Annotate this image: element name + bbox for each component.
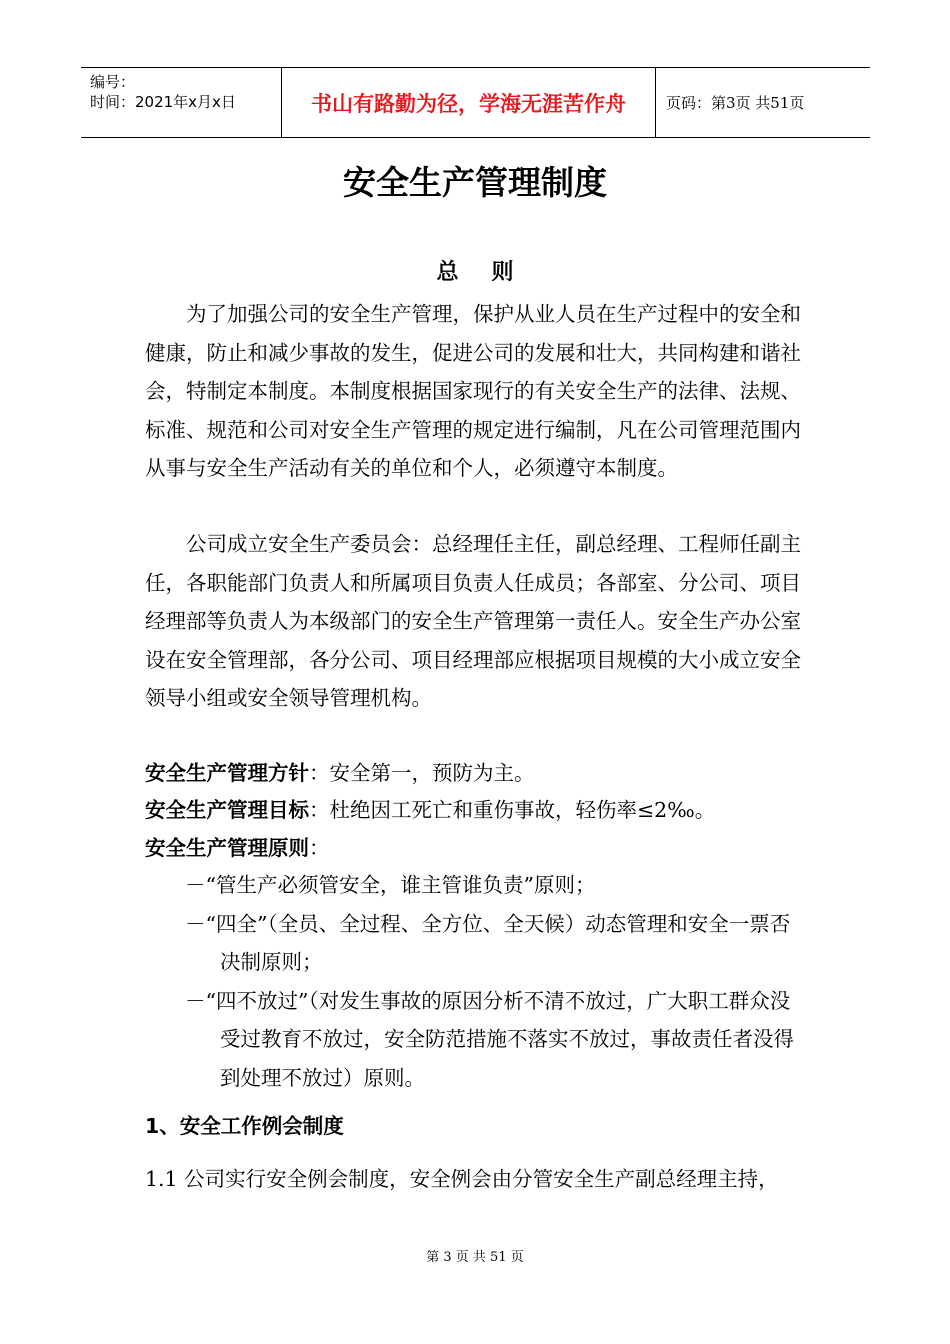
section-heading-1: 1、安全工作例会制度: [145, 1114, 344, 1138]
list-item: －“四不放过”（对发生事故的原因分析不清不放过，广大职工群众没受过教育不放过，安全防范措施不落实不放过，事故责任者没得到处理不放过）原则。: [185, 988, 794, 1090]
policy-label: 安全生产管理方针: [145, 761, 309, 785]
policy-value: ：安全第一，预防为主。: [309, 761, 535, 785]
document-title: 安全生产管理制度: [343, 163, 607, 202]
paragraph: 1.1 公司实行安全例会制度，安全例会由分管安全生产副总经理主持，: [145, 1167, 779, 1191]
motto: 书山有路勤为径，学海无涯苦作舟: [311, 91, 626, 116]
date-line: 时间：2021年x月x日: [90, 93, 236, 111]
policy-line: [145, 755, 535, 791]
page-footer: 第 3 页 共 51 页: [426, 1250, 524, 1265]
principle-label: 安全生产管理原则: [145, 836, 309, 860]
header-motto-cell: [282, 68, 655, 137]
paragraph: 公司成立安全生产委员会：总经理任主任，副总经理、工程师任副主任，各职能部门负责人和所属项目负责人任成员；各部室、分公司、项目经理部等负责人为本级部门的安全生产管理第一责任人。安全生产办公室设在安全管理部，各分公司、项目经理部应根据项目规模的大小成立安全领导小组或安全领导管理机构。: [145, 532, 801, 710]
header-page-cell: [656, 68, 870, 137]
section-heading-general: 总则: [436, 260, 547, 285]
goal-line: [145, 792, 715, 828]
goal-label: 安全生产管理目标: [145, 798, 309, 822]
principle-list: [185, 866, 805, 1097]
header-meta-cell: [81, 68, 281, 137]
principle-line: [145, 830, 330, 866]
paragraph: 为了加强公司的安全生产管理，保护从业人员在生产过程中的安全和健康，防止和减少事故的发生，促进公司的发展和壮大，共同构建和谐社会，特制定本制度。本制度根据国家现行的有关安全生产的法律、法规、标准、规范和公司对安全生产管理的规定进行编制，凡在公司管理范围内从事与安全生产活动有关的单位和个人，必须遵守本制度。: [145, 302, 801, 480]
page-info: 页码：第3页 共51页: [666, 94, 805, 112]
goal-value: ：杜绝因工死亡和重伤事故，轻伤率≤2‰。: [309, 798, 716, 822]
principle-colon: ：: [309, 836, 330, 860]
serial-number-label: 编号：: [90, 73, 136, 91]
list-item: －“四全”（全员、全过程、全方位、全天候）动态管理和安全一票否决制原则；: [185, 911, 791, 974]
document-header: [81, 67, 870, 138]
list-item: －“管生产必须管安全，谁主管谁负责”原则；: [185, 873, 596, 897]
